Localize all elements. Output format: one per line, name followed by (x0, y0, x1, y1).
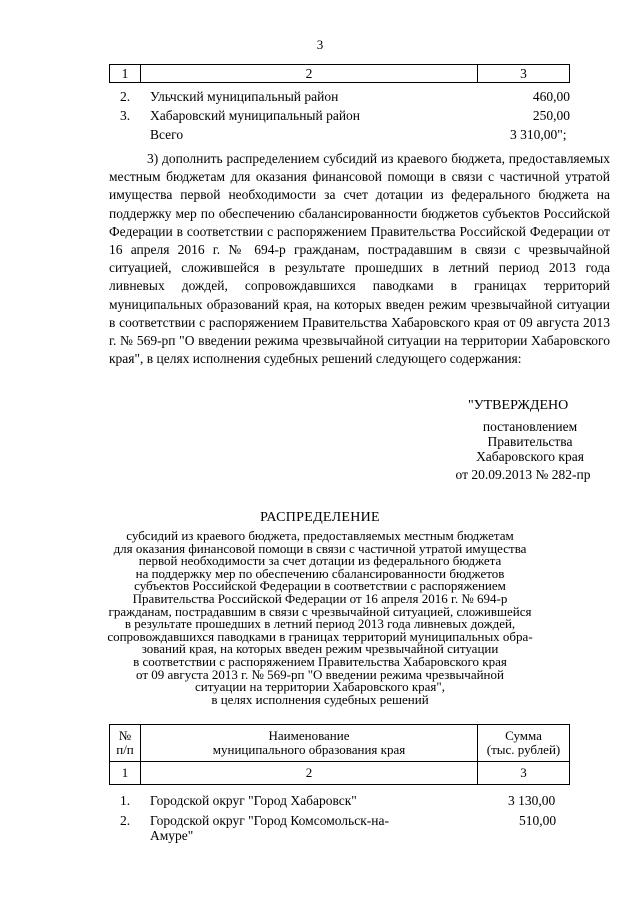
approval-line: Хабаровского края (476, 449, 584, 464)
row-name: Ульчский муниципальный район (150, 89, 339, 104)
header-number: № п/п (110, 725, 141, 762)
subtitle-line: в результате прошедших в летний период 2013 года ливневых дождей, (124, 616, 516, 632)
subtitle-line: первой необходимости за счет дотации из федерального бюджета (138, 553, 502, 569)
header-amount: Сумма (тыс. рублей) (478, 725, 570, 762)
row-number: 1. (120, 793, 131, 808)
subtitle-line: от 09 августа 2013 г. № 569-рп "О введении режима чрезвычайной (136, 666, 504, 682)
top-table-header (109, 64, 570, 83)
subtitle-line: субъектов Российской Федерации в соответствии с распоряжением (134, 578, 506, 594)
col-index-2: 2 (141, 65, 478, 83)
row-name: Хабаровский муниципальный район (150, 108, 361, 123)
row-number: 2. (120, 89, 131, 104)
distribution-table-header (109, 724, 570, 785)
subtitle-line: субсидий из краевого бюджета, предоставляемых местным бюджетам (126, 528, 514, 543)
col-index-3: 3 (478, 762, 570, 785)
subtitle-line: для оказания финансовой помощи в связи с частичной утратой имущества (113, 540, 527, 556)
distribution-title: РАСПРЕДЕЛЕНИЕ (260, 510, 380, 525)
subtitle-line: ситуации на территории Хабаровского края", (195, 679, 445, 695)
row-name: Городской округ "Город Комсомольск-на- (150, 813, 389, 828)
page-number: 3 (316, 37, 324, 52)
approval-line: от 20.09.2013 № 282-пр (455, 467, 591, 482)
approval-title: "УТВЕРЖДЕНО (468, 398, 569, 413)
total-label: Всего (150, 127, 184, 142)
row-amount: 3 130,00 (508, 793, 556, 808)
approval-stamp (450, 398, 610, 482)
row-amount: 460,00 (532, 89, 570, 104)
subtitle-line: на поддержку мер по обеспечению сбалансированности бюджетов (135, 565, 505, 581)
row-number: 3. (120, 108, 131, 123)
subtitle-line: в целях исполнения судебных решений (211, 691, 429, 707)
row-number: 2. (120, 813, 131, 828)
header-name: Наименование муниципального образования края (141, 725, 478, 762)
row-name-continued: Амуре" (150, 828, 194, 843)
subtitle-line: сопровождавшихся паводками в границах территорий муниципальных обра- (107, 628, 533, 644)
col-index-2: 2 (141, 762, 478, 785)
total-amount: 3 310,00"; (510, 127, 567, 142)
subtitle-line: в соответствии с распоряжением Правительства Хабаровского края (133, 653, 507, 669)
col-index-3: 3 (478, 65, 570, 83)
col-index-1: 1 (110, 65, 141, 83)
row-amount: 510,00 (519, 813, 557, 828)
row-name: Городской округ "Город Хабаровск" (150, 793, 357, 808)
col-index-1: 1 (110, 762, 141, 785)
approval-line: постановлением (482, 419, 578, 434)
approval-line: Правительства (487, 434, 573, 449)
subtitle-line: Правительства Российской Федерации от 16 апреля 2016 г. № 694-р (132, 590, 508, 606)
subtitle-line: гражданам, пострадавшим в связи с чрезвычайной ситуацией, сложившейся (108, 603, 532, 619)
body-paragraph (109, 150, 610, 368)
row-amount: 250,00 (532, 108, 570, 123)
paragraph-text: 3) дополнить распределением субсидий из краевого бюджета, предоставляемых местным бюджетам для оказания финансовой помощи в связи с частичной утратой имущества первой необходимости за счет дотации из федерального бюджета на поддержку мер по обеспечению сбалансированности бюджетов субъектов Российской Федерации в соответствии с распоряжением Правительства Российской Федерации от 16 апреля 2016 г. № 694-р гражданам, пострадавшим в связи с чрезвычайной ситуацией, сложившейся в результате прошедших в летний период 2013 года ливневых дождей, сопровождавшихся паводками в границах территорий муниципальных образований края, на которых введен режим чрезвычайной ситуации в соответствии с распоряжением Правительства Хабаровского края от 09 августа 2013 г. № 569-рп "О введении режима чрезвычайной ситуации на территории Хабаровского края", в целях исполнения судебных решений следующего содержания: (109, 151, 610, 367)
distribution-subtitle (100, 530, 540, 706)
subtitle-line: зований края, на которых введен режим чрезвычайной ситуации (141, 641, 499, 657)
